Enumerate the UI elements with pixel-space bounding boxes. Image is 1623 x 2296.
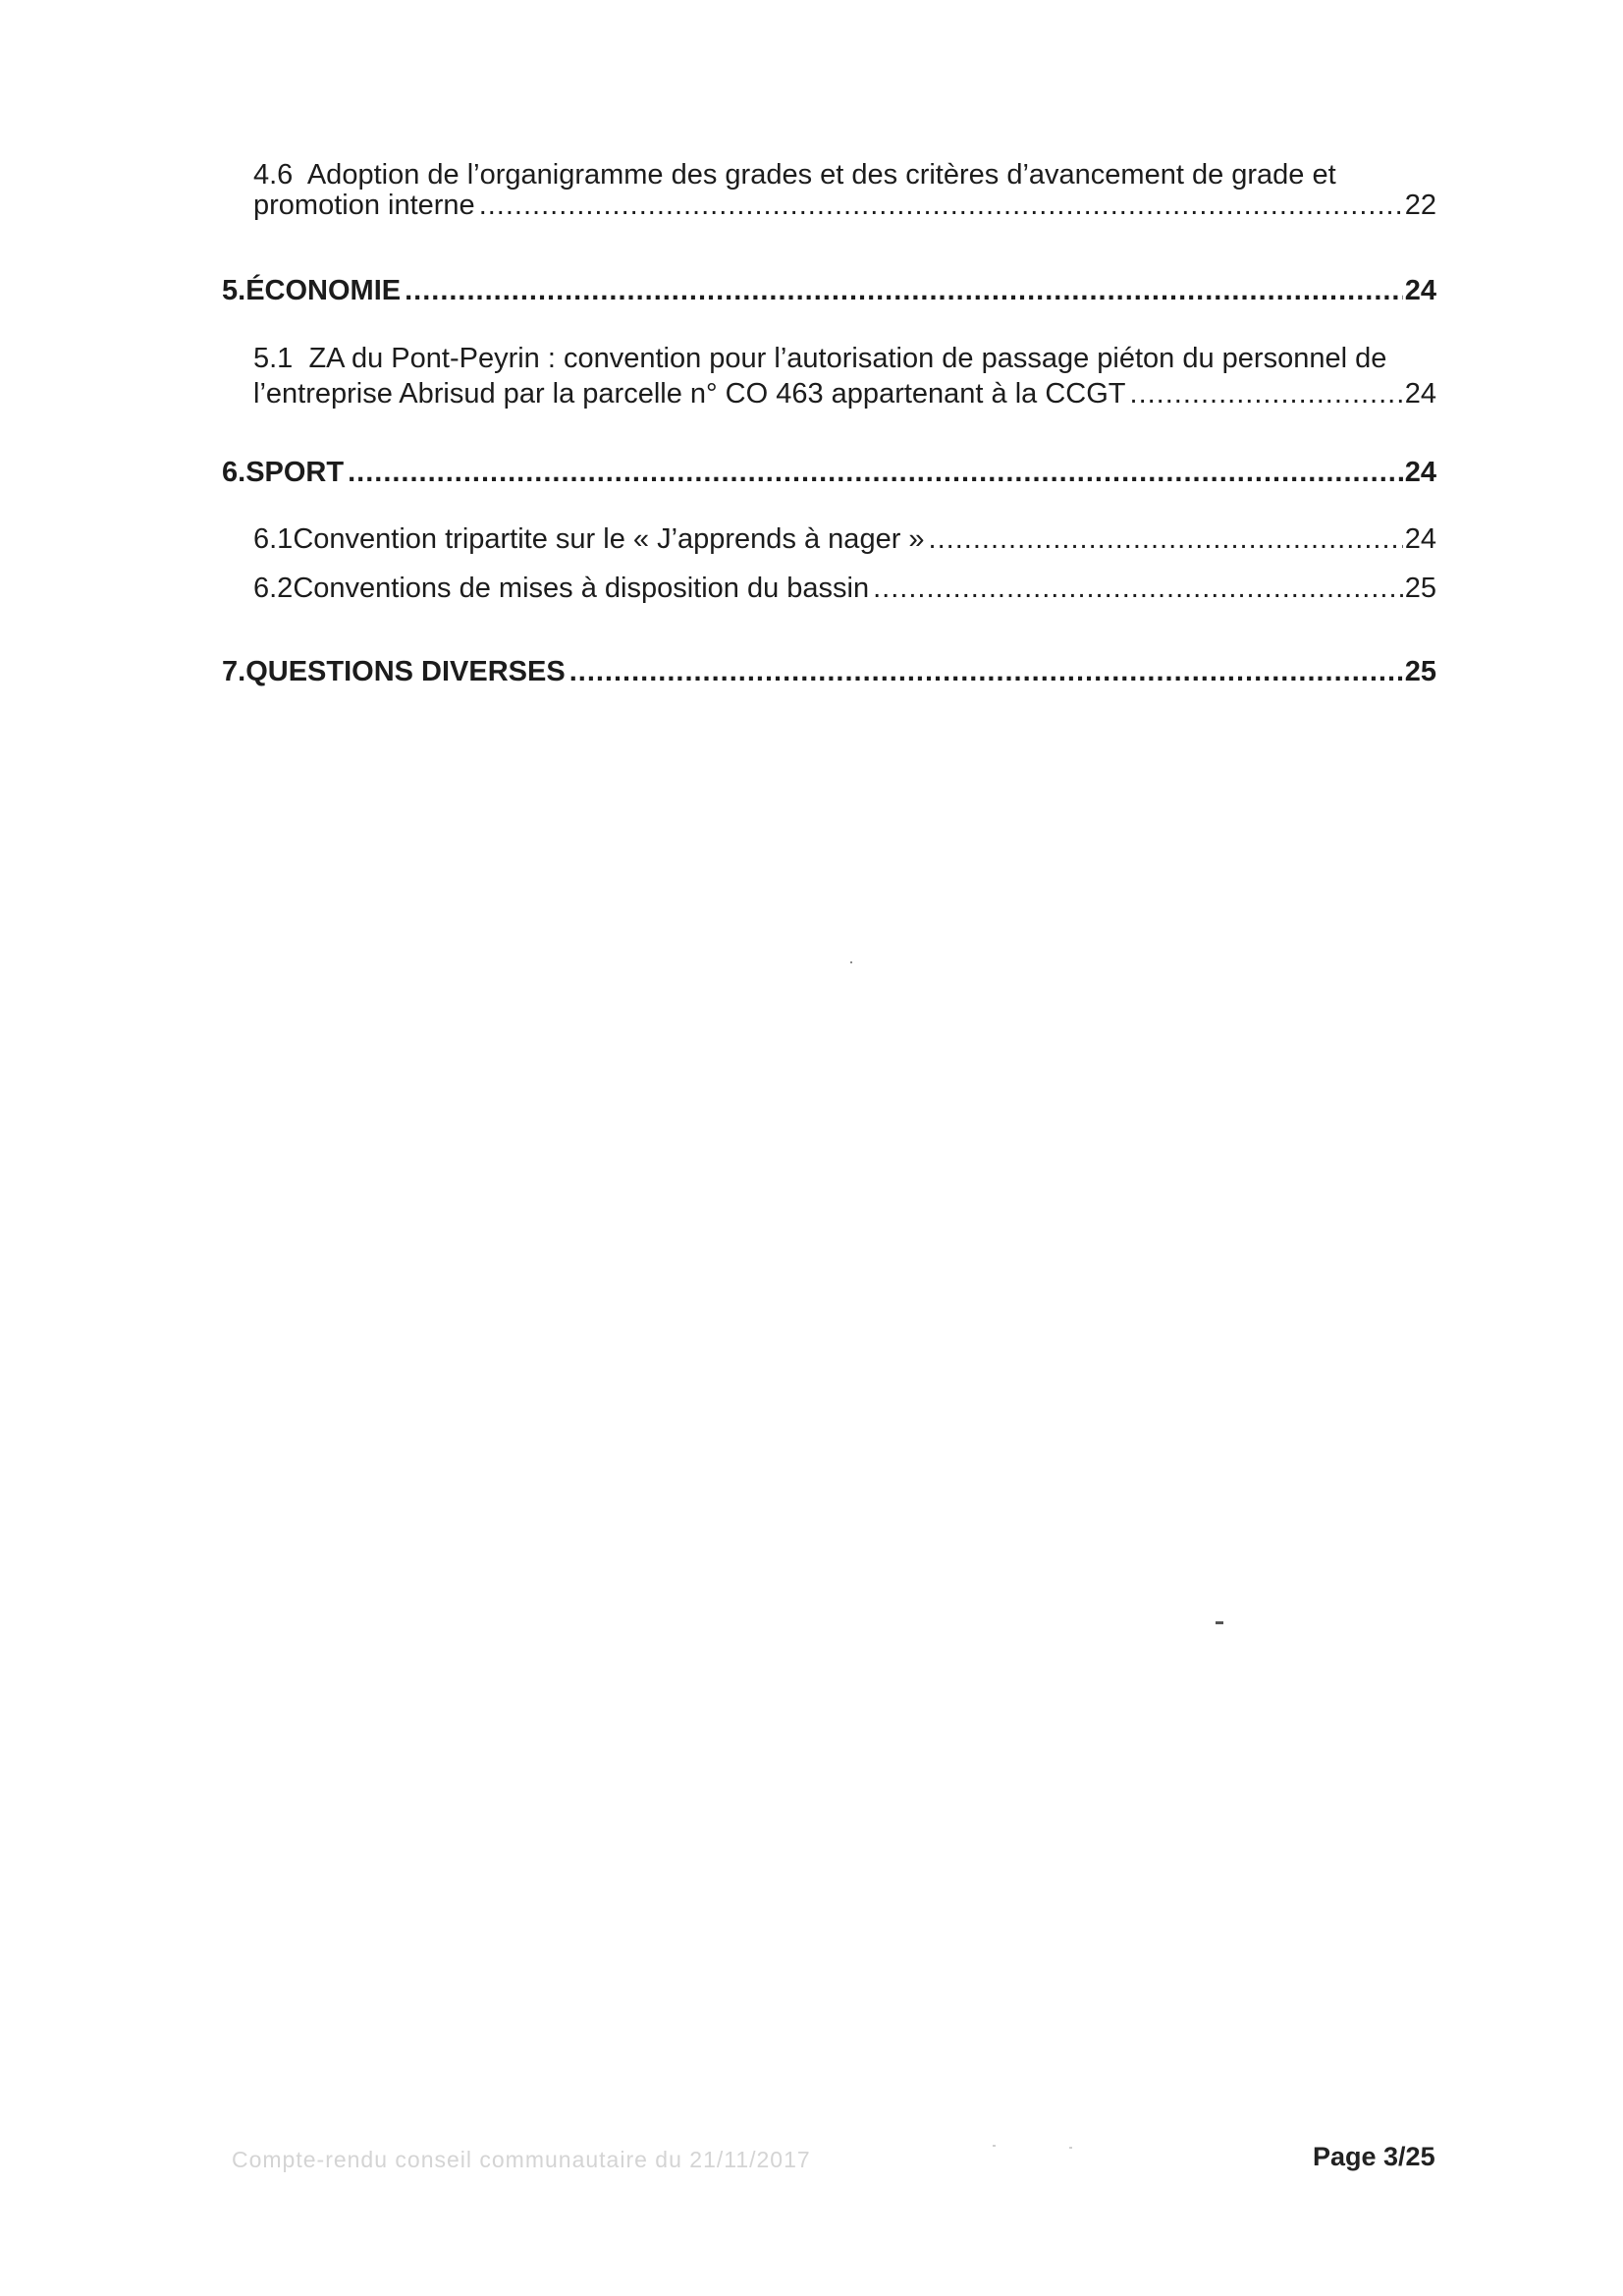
- toc-item-number: 5.1: [253, 343, 294, 374]
- toc-item-title-line2: promotion interne: [253, 190, 475, 221]
- toc-item-6-1[interactable]: [253, 523, 1436, 556]
- toc-item-title-line1: Adoption de l’organigramme des grades et des critères d’avancement de grade et: [306, 159, 1336, 191]
- toc-item-5-1-line1[interactable]: [253, 343, 1436, 375]
- toc-section-number: 6.: [222, 457, 246, 488]
- toc-item-5-1-line2[interactable]: [253, 378, 1436, 410]
- toc-section-title: SPORT: [245, 457, 345, 488]
- dot-leader: [1130, 378, 1403, 410]
- dot-leader: [479, 190, 1403, 222]
- toc-item-title-line1: ZA du Pont-Peyrin : convention pour l’autorisation de passage piéton du personnel de: [308, 343, 1387, 374]
- scan-speck: [1216, 1621, 1223, 1624]
- toc-section-number: 5.: [222, 275, 246, 306]
- footer-document-reference: Compte-rendu conseil communautaire du 21/11/2017: [232, 2147, 811, 2172]
- toc-section-title: ÉCONOMIE: [245, 275, 402, 306]
- dot-leader: [929, 523, 1403, 556]
- toc-item-4-6-line1[interactable]: [253, 159, 1436, 191]
- scan-speck: [850, 961, 852, 963]
- dot-leader: [569, 656, 1403, 688]
- toc-item-number: 6.2: [253, 573, 294, 604]
- toc-item-number: 4.6: [253, 159, 294, 191]
- toc-item-4-6-line2[interactable]: [253, 190, 1436, 222]
- scan-speck: [993, 2145, 996, 2147]
- toc-page-number: 24: [1404, 275, 1436, 306]
- toc-item-title: Convention tripartite sur le « J’apprends à nager »: [293, 523, 925, 555]
- toc-item-6-2[interactable]: [253, 573, 1436, 605]
- toc-page-number: 24: [1404, 457, 1436, 488]
- dot-leader: [405, 275, 1403, 307]
- toc-section-title: QUESTIONS DIVERSES: [245, 656, 566, 687]
- toc-item-number: 6.1: [253, 523, 294, 555]
- toc-section-number: 7.: [222, 656, 246, 687]
- toc-page-number: 24: [1404, 378, 1436, 410]
- toc-page-number: 25: [1404, 573, 1436, 604]
- toc-item-title: Conventions de mises à disposition du bassin: [293, 573, 870, 604]
- toc-item-title-line2: l’entreprise Abrisud par la parcelle n° CO 463 appartenant à la CCGT: [253, 378, 1126, 410]
- dot-leader: [873, 573, 1403, 605]
- toc-page-number: 25: [1404, 656, 1436, 687]
- toc-section-6[interactable]: [222, 457, 1436, 489]
- page-number-label: Page 3/25: [1313, 2142, 1435, 2171]
- toc-page-number: 24: [1404, 523, 1436, 555]
- dot-leader: [348, 457, 1403, 489]
- scan-speck: [1069, 2147, 1072, 2149]
- toc-page-number: 22: [1404, 190, 1436, 221]
- toc-section-7[interactable]: [222, 656, 1436, 688]
- toc-section-5[interactable]: [222, 275, 1436, 307]
